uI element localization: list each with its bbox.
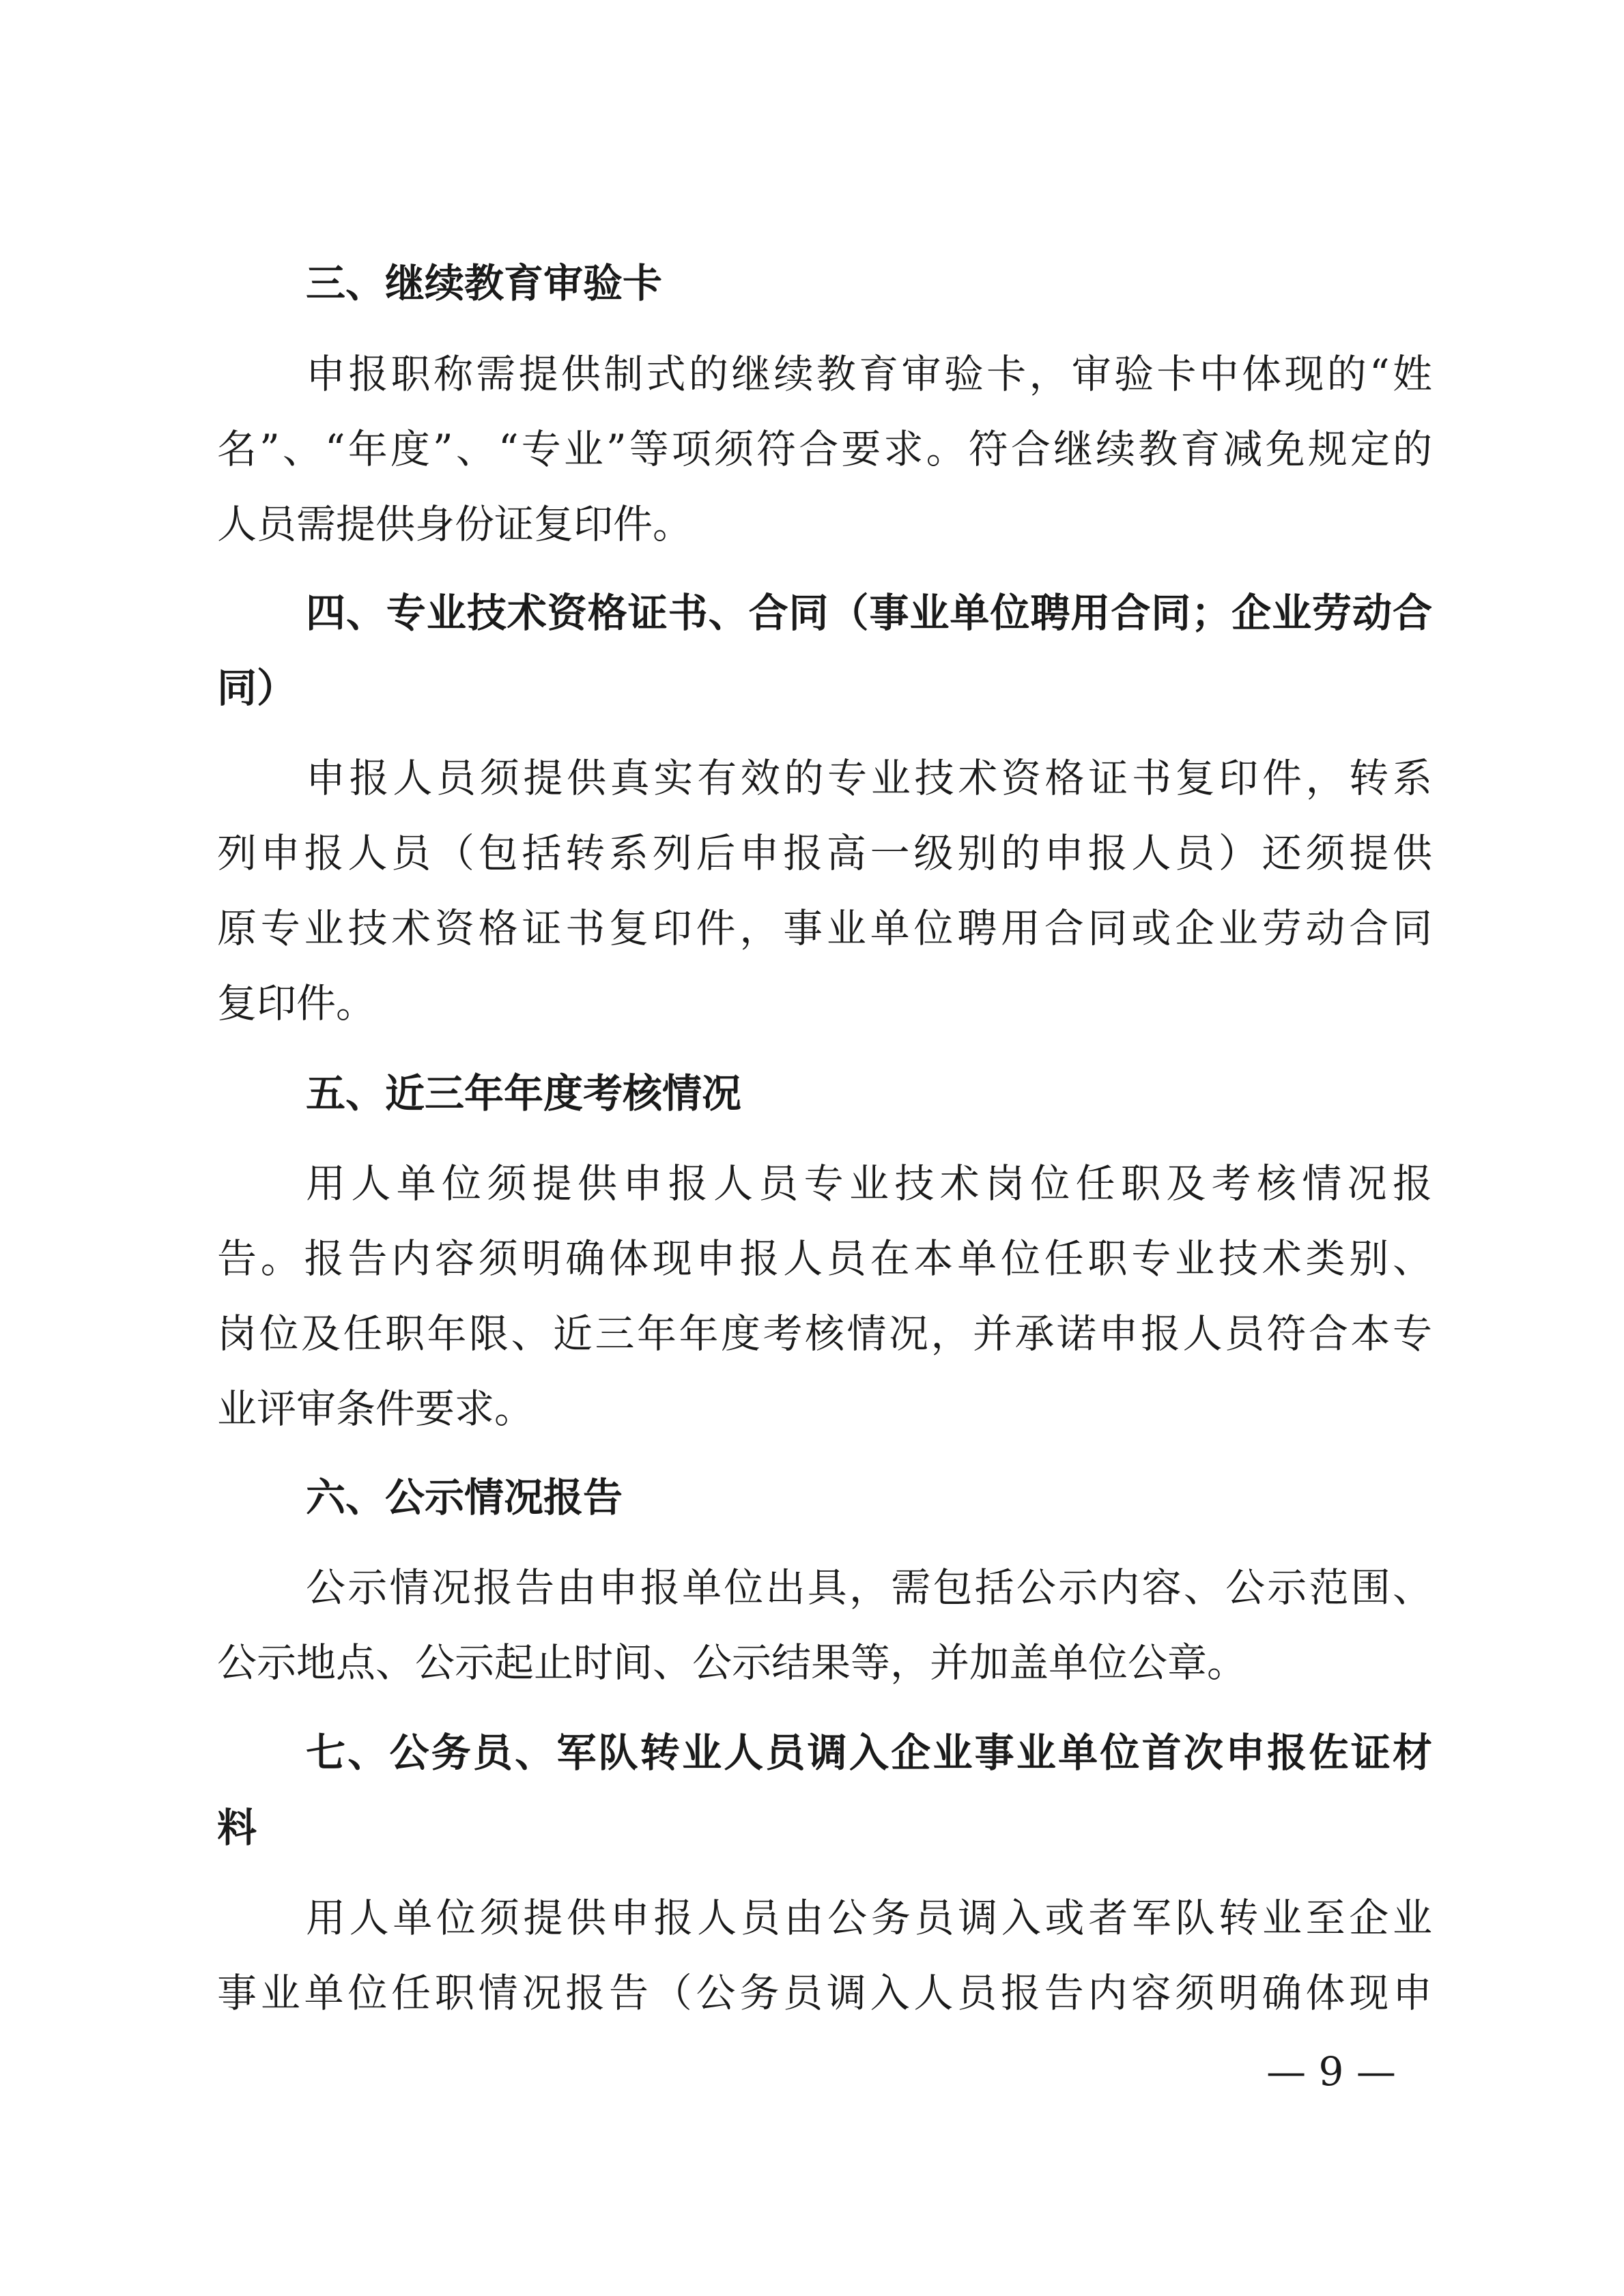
paragraph-line: 人员需提供身份证复印件。 (217, 501, 693, 547)
paragraph-line: 申报人员须提供真实有效的专业技术资格证书复印件，转系 (306, 755, 1432, 801)
paragraph-line: 公示地点、公示起止时间、公示结果等，并加盖单位公章。 (217, 1639, 1247, 1686)
paragraph-line: 用人单位须提供申报人员由公务员调入或者军队转业至企业 (306, 1895, 1432, 1941)
section-heading-6: 六、公示情况报告 (306, 1474, 623, 1521)
section-heading-4: 四、专业技术资格证书、合同（事业单位聘用合同；企业劳动合 (306, 590, 1432, 636)
paragraph-line: 申报职称需提供制式的继续教育审验卡，审验卡中体现的“姓 (306, 351, 1432, 397)
paragraph-line: 事业单位任职情况报告（公务员调入人员报告内容须明确体现申 (217, 1970, 1432, 2016)
paragraph-line: 复印件。 (217, 980, 376, 1027)
paragraph-line: 业评审条件要求。 (217, 1386, 535, 1432)
page-number: — 9 — (1266, 2048, 1396, 2095)
paragraph-line: 原专业技术资格证书复印件，事业单位聘用合同或企业劳动合同 (217, 905, 1432, 951)
section-heading-7: 七、公务员、军队转业人员调入企业事业单位首次申报佐证材 (306, 1730, 1432, 1776)
paragraph-line: 公示情况报告由申报单位出具，需包括公示内容、公示范围、 (306, 1564, 1432, 1611)
paragraph-line: 岗位及任职年限、近三年年度考核情况，并承诺申报人员符合本专 (217, 1310, 1432, 1357)
section-heading-5: 五、近三年年度考核情况 (306, 1070, 742, 1117)
paragraph-line: 告。报告内容须明确体现申报人员在本单位任职专业技术类别、 (217, 1235, 1432, 1282)
section-heading-3: 三、继续教育审验卡 (306, 260, 663, 306)
paragraph-line: 名”、“年度”、“专业”等项须符合要求。符合继续教育减免规定的 (217, 426, 1432, 472)
section-heading-7-cont: 料 (217, 1805, 257, 1851)
paragraph-line: 用人单位须提供申报人员专业技术岗位任职及考核情况报 (306, 1160, 1432, 1207)
section-heading-4-cont: 同） (217, 665, 297, 711)
paragraph-line: 列申报人员（包括转系列后申报高一级别的申报人员）还须提供 (217, 830, 1432, 876)
